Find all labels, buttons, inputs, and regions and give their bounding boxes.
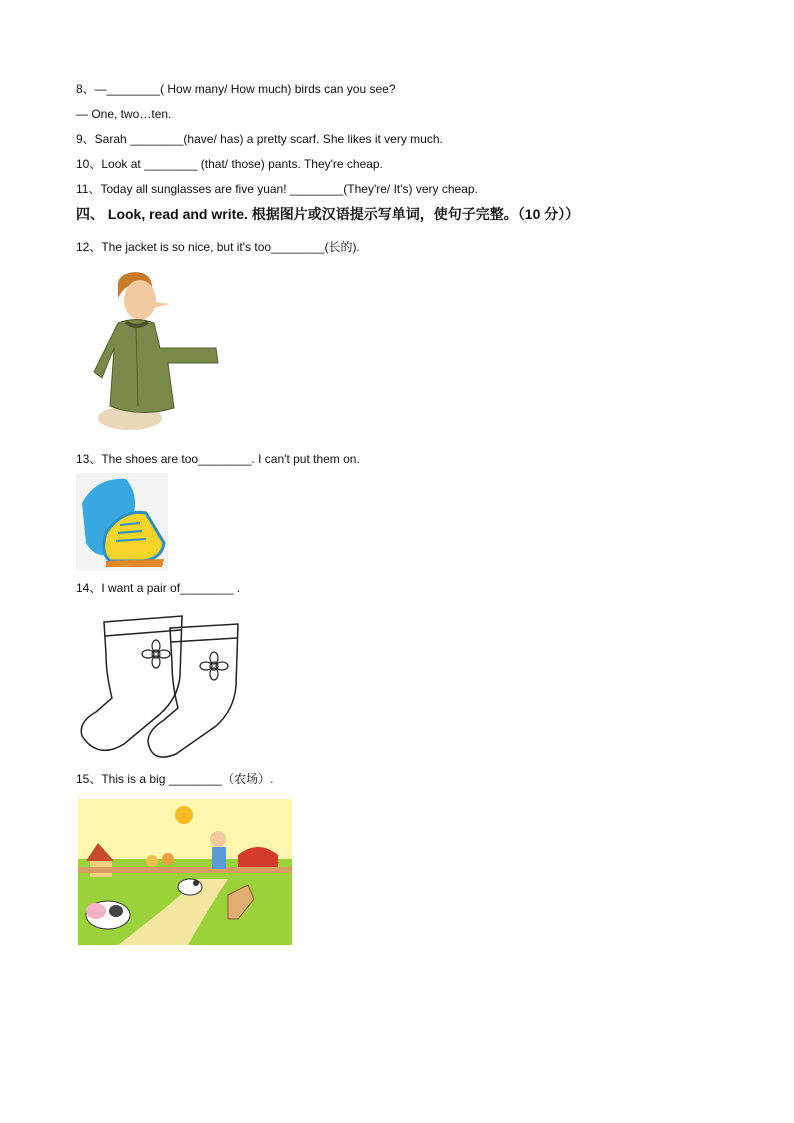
shoe-picture (76, 473, 168, 571)
question-13: 13、The shoes are too________. I can't put them on. (76, 452, 360, 466)
answer-line: — One, two…ten. (76, 107, 172, 121)
question-11: 11、Today all sunglasses are five yuan! ________(They're/ It's) very cheap. (76, 182, 478, 196)
socks-picture (78, 614, 242, 760)
question-12: 12、The jacket is so nice, but it's too________(长的). (76, 240, 360, 254)
jacket-picture (88, 268, 223, 438)
question-9: 9、Sarah ________(have/ has) a pretty scarf. She likes it very much. (76, 132, 443, 146)
question-8: 8、—________( How many/ How much) birds can you see? (76, 82, 396, 96)
farm-picture (78, 799, 292, 945)
section-heading: 四、 Look, read and write. 根据图片或汉语提示写单词，使句子完整。（10 分）） (76, 206, 580, 222)
question-10: 10、Look at ________ (that/ those) pants. They're cheap. (76, 157, 383, 171)
question-14: 14、I want a pair of________ . (76, 581, 241, 595)
question-15: 15、This is a big ________（农场）. (76, 772, 274, 786)
